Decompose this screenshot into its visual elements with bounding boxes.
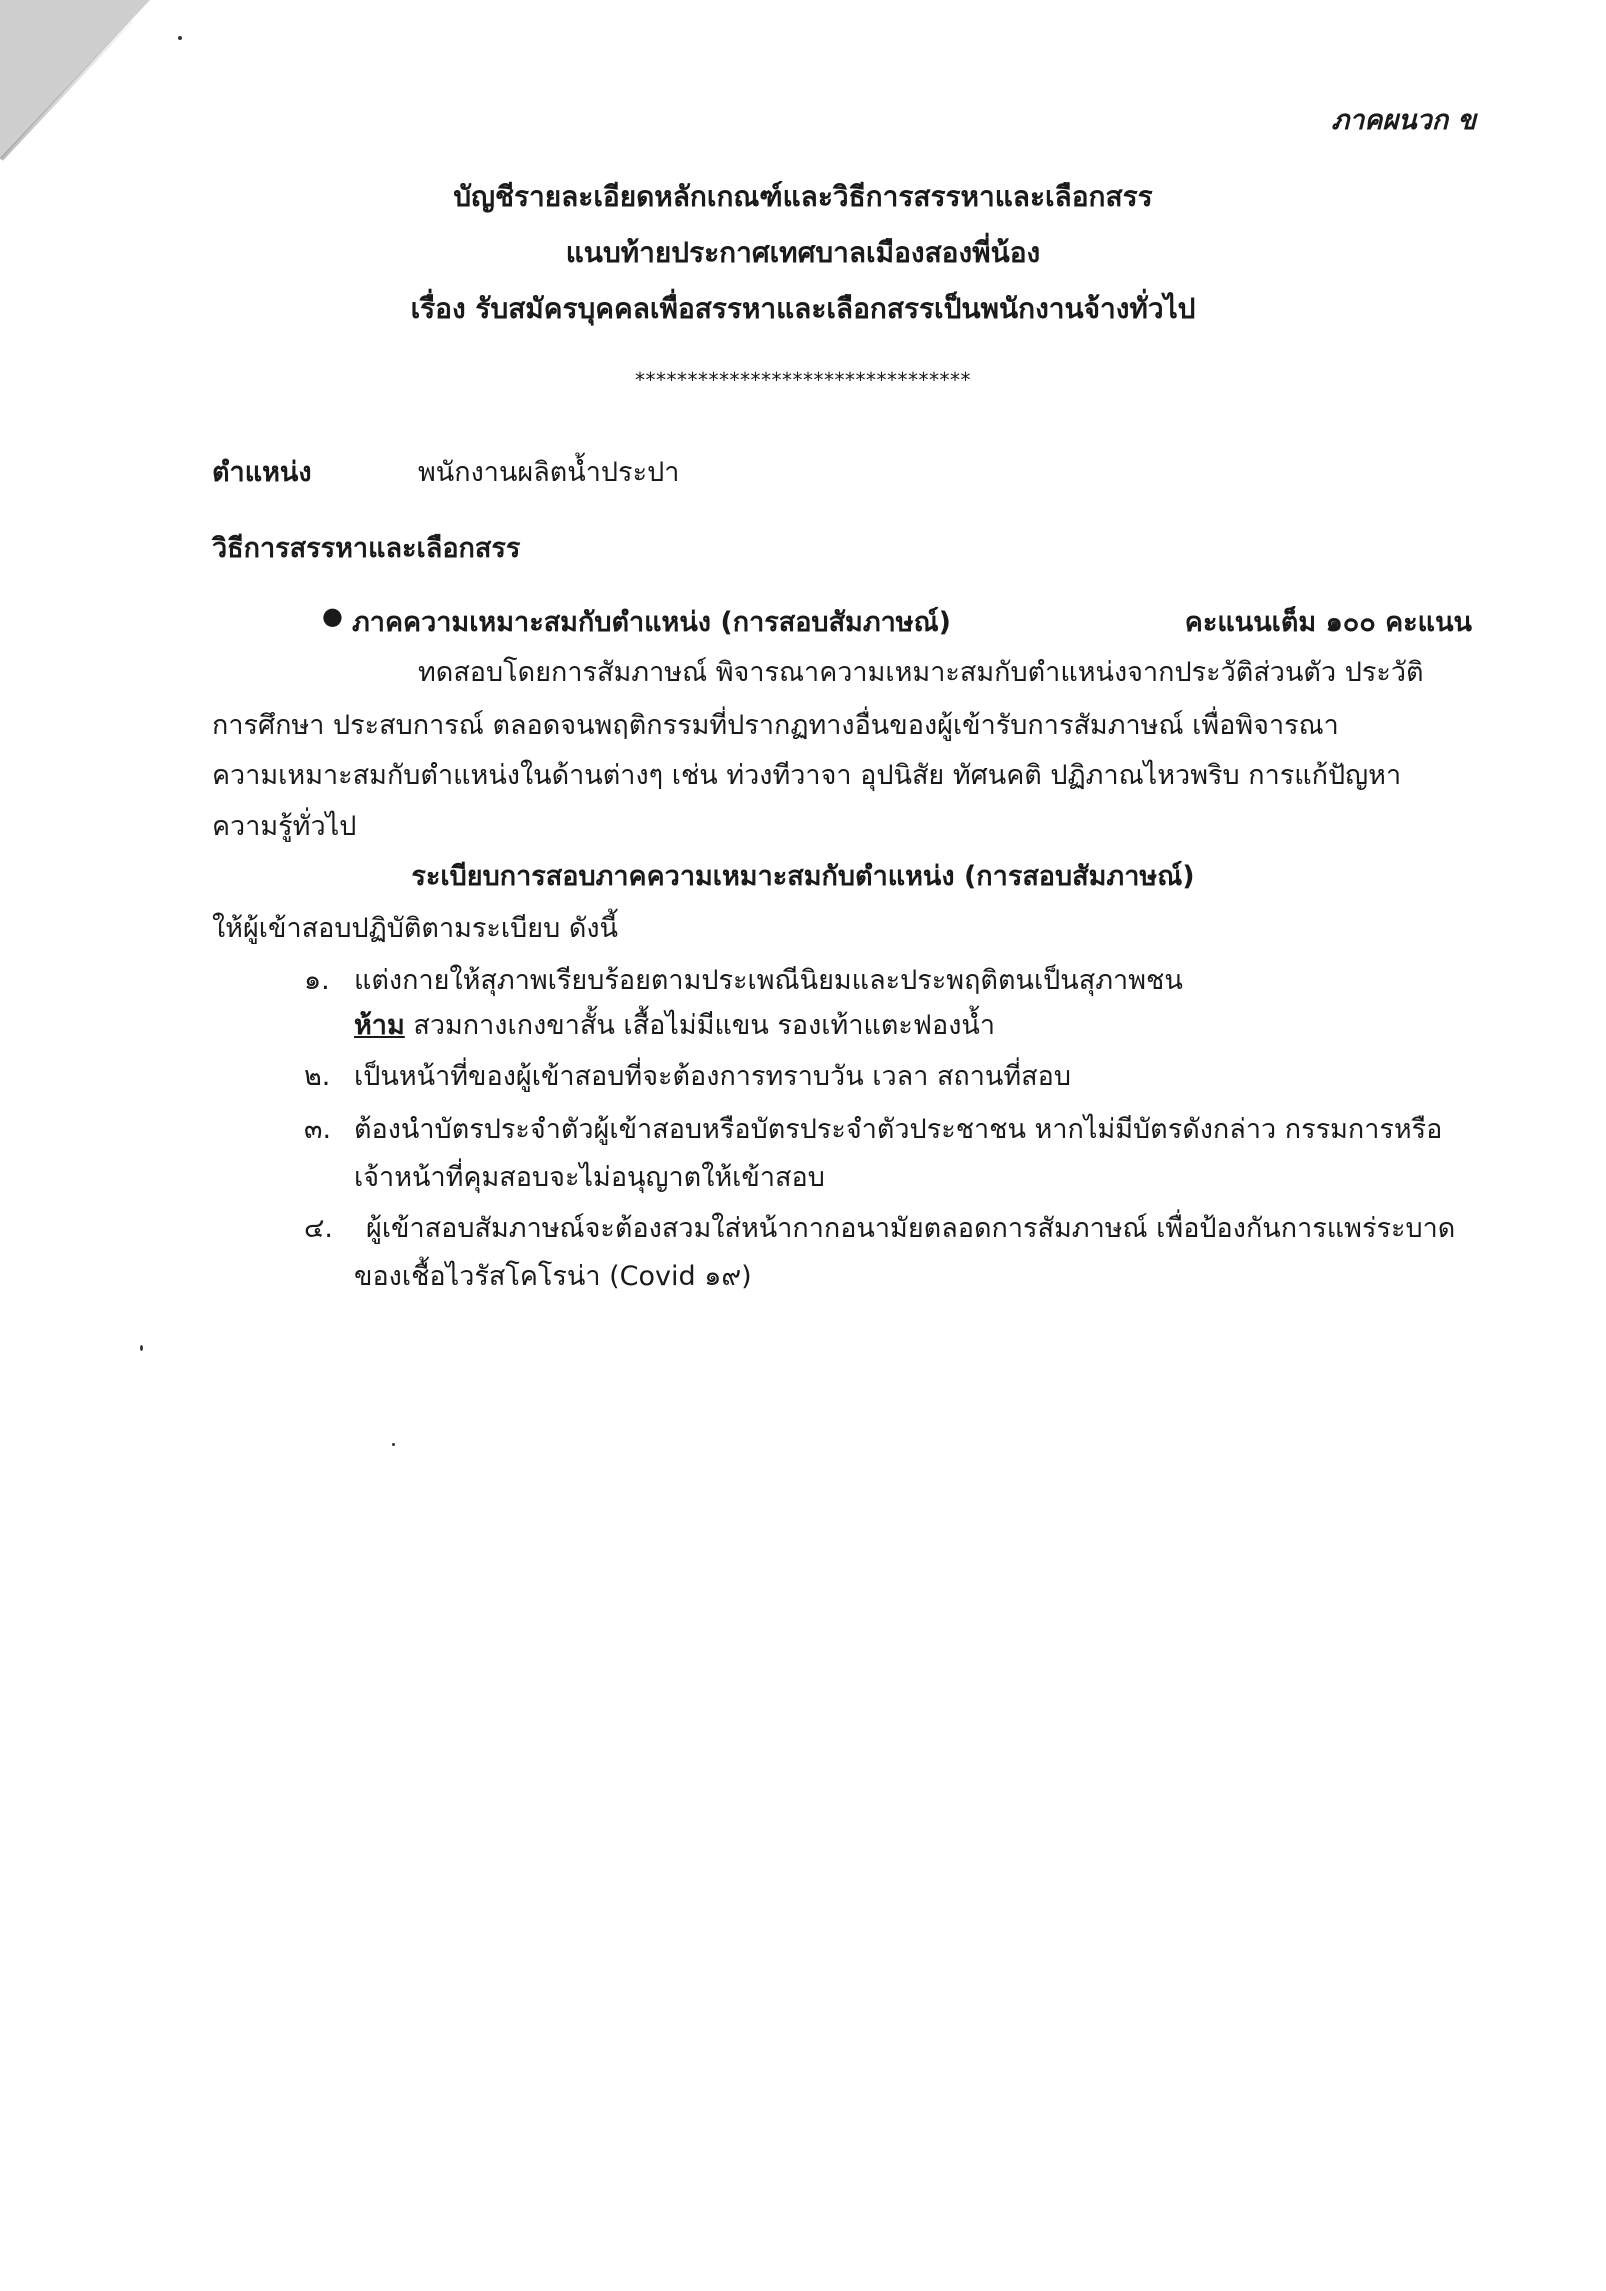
rule-text-continued	[354, 1003, 995, 1046]
description-line: การศึกษา ประสบการณ์ ตลอดจนพฤติกรรมที่ปรากฏทางอื่นของผู้เข้ารับการสัมภาษณ์ เพื่อพิจารณา	[212, 710, 1339, 741]
annex-label: ภาคผนวก ข	[1331, 105, 1476, 136]
method-title: วิธีการสรรหาและเลือกสรร	[212, 533, 521, 564]
scan-speck	[392, 1443, 395, 1446]
prohibit-word: ห้าม	[354, 1010, 405, 1041]
rule-number: ๓.	[304, 1114, 332, 1145]
rule-text-continued: ของเชื้อไวรัสโคโรน่า (Covid ๑๙)	[354, 1261, 752, 1292]
scan-speck	[178, 36, 182, 40]
heading-line-3: เรื่อง รับสมัครบุคคลเพื่อสรรหาและเลือกสรรเป็นพนักงานจ้างทั่วไป	[410, 292, 1196, 325]
rule-text: แต่งกายให้สุภาพเรียบร้อยตามประเพณีนิยมและประพฤติตนเป็นสุภาพชน	[354, 965, 1183, 996]
heading-line-2: แนบท้ายประกาศเทศบาลเมืองสองพี่น้อง	[565, 236, 1041, 269]
bullet-icon: ●	[322, 602, 343, 630]
rule-number: ๑.	[304, 965, 330, 996]
description-line: ความรู้ทั่วไป	[212, 811, 357, 842]
rule-text: ผู้เข้าสอบสัมภาษณ์จะต้องสวมใส่หน้ากากอนามัยตลอดการสัมภาษณ์ เพื่อป้องกันการแพร่ระบาด	[366, 1213, 1456, 1244]
rule-number: ๒.	[304, 1061, 331, 1092]
heading-line-1: บัญชีรายละเอียดหลักเกณฑ์และวิธีการสรรหาและเลือกสรร	[453, 180, 1153, 213]
rule-text-continued: เจ้าหน้าที่คุมสอบจะไม่อนุญาตให้เข้าสอบ	[354, 1162, 825, 1193]
description-line: ความเหมาะสมกับตำแหน่งในด้านต่างๆ เช่น ท่วงทีวาจา อุปนิสัย ทัศนคติ ปฏิภาณไหวพริบ การแก้ปัญหา	[212, 760, 1402, 791]
position-label: ตำแหน่ง	[212, 457, 312, 488]
rule-text: ต้องนำบัตรประจำตัวผู้เข้าสอบหรือบัตรประจำตัวประชาชน หากไม่มีบัตรดังกล่าว กรรมการหรือ	[354, 1114, 1443, 1145]
bullet-score: คะแนนเต็ม ๑๐๐ คะแนน	[1184, 607, 1472, 638]
scan-speck	[140, 1345, 143, 1351]
description-line: ทดสอบโดยการสัมภาษณ์ พิจารณาความเหมาะสมกับตำแหน่งจากประวัติส่วนตัว ประวัติ	[418, 657, 1424, 688]
separator-stars: ********************************	[635, 368, 971, 392]
rules-intro: ให้ผู้เข้าสอบปฏิบัติตามระเบียบ ดังนี้	[212, 913, 619, 944]
position-value: พนักงานผลิตน้ำประปา	[418, 457, 680, 488]
rule-number: ๔.	[304, 1213, 334, 1244]
rules-title: ระเบียบการสอบภาคความเหมาะสมกับตำแหน่ง (การสอบสัมภาษณ์)	[411, 861, 1195, 892]
prohibit-items: สวมกางเกงขาสั้น เสื้อไม่มีแขน รองเท้าแตะฟองน้ำ	[413, 1010, 996, 1041]
rule-text: เป็นหน้าที่ของผู้เข้าสอบที่จะต้องการทราบวัน เวลา สถานที่สอบ	[354, 1061, 1072, 1092]
bullet-title: ภาคความเหมาะสมกับตำแหน่ง (การสอบสัมภาษณ์)	[352, 607, 951, 638]
